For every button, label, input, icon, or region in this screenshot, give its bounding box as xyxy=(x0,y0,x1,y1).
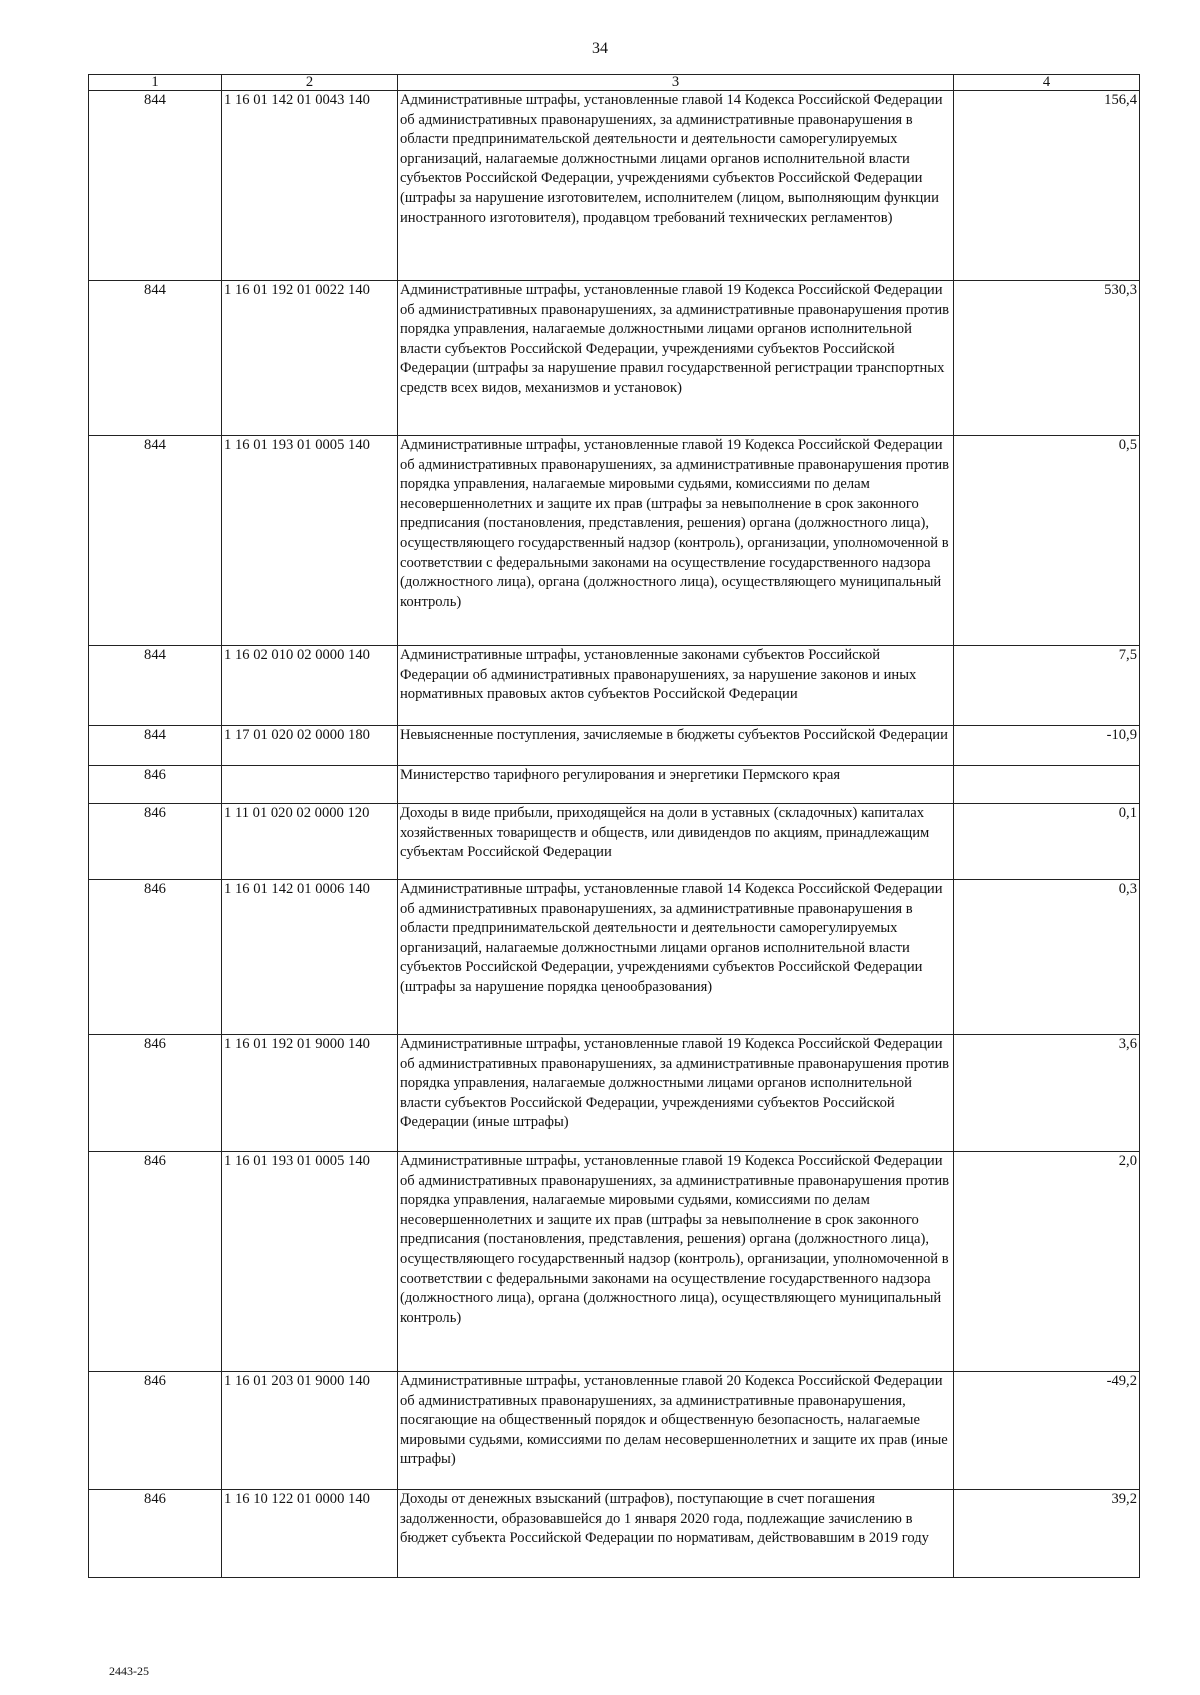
amount-cell: 2,0 xyxy=(954,1152,1140,1372)
description-cell: Административные штрафы, установленные главой 19 Кодекса Российской Федерации об административных правонарушениях, за административные правонарушения против порядка управления, налагаемые должностными лицами органов исполнительной власти субъектов Российской Федерации, учреждениями субъектов Российской Федерации (иные штрафы) xyxy=(398,1035,954,1152)
budget-code-cell: 1 16 02 010 02 0000 140 xyxy=(222,646,398,726)
admin-code-cell: 846 xyxy=(89,1372,222,1490)
table-row xyxy=(89,1372,1140,1490)
budget-code-cell: 1 16 01 142 01 0043 140 xyxy=(222,91,398,281)
budget-code-cell: 1 17 01 020 02 0000 180 xyxy=(222,726,398,766)
budget-code-cell: 1 16 01 192 01 0022 140 xyxy=(222,281,398,436)
table-row xyxy=(89,1152,1140,1372)
admin-code-cell: 844 xyxy=(89,646,222,726)
column-header-4: 4 xyxy=(954,75,1140,91)
admin-code-cell: 846 xyxy=(89,1490,222,1578)
table-row xyxy=(89,804,1140,880)
table-row xyxy=(89,91,1140,281)
budget-code-cell: 1 11 01 020 02 0000 120 xyxy=(222,804,398,880)
page-number: 34 xyxy=(592,40,608,57)
column-header-1: 1 xyxy=(89,75,222,91)
budget-code-cell: 1 16 01 203 01 9000 140 xyxy=(222,1372,398,1490)
table-row xyxy=(89,726,1140,766)
description-cell: Административные штрафы, установленные главой 14 Кодекса Российской Федерации об административных правонарушениях, за административные правонарушения в области предпринимательской деятельности и деятельности саморегулируемых организаций, налагаемые должностными лицами органов исполнительной власти субъектов Российской Федерации, учреждениями субъектов Российской Федерации (штрафы за нарушение порядка ценообразования) xyxy=(398,880,954,1035)
budget-code-cell: 1 16 10 122 01 0000 140 xyxy=(222,1490,398,1578)
admin-code-cell: 846 xyxy=(89,766,222,804)
description-cell: Административные штрафы, установленные главой 19 Кодекса Российской Федерации об административных правонарушениях, за административные правонарушения против порядка управления, налагаемые мировыми судьями, комиссиями по делам несовершеннолетних и защите их прав (штрафы за невыполнение в срок законного предписания (постановления, представления, решения) органа (должностного лица), осуществляющего государственный надзор (контроль), организации, уполномоченной в соответствии с федеральными законами на осуществление государственного надзора (должностного лица), органа (должностного лица), осуществляющего муниципальный контроль) xyxy=(398,1152,954,1372)
amount-cell: 156,4 xyxy=(954,91,1140,281)
budget-code-cell: 1 16 01 192 01 9000 140 xyxy=(222,1035,398,1152)
admin-code-cell: 846 xyxy=(89,880,222,1035)
column-header-3: 3 xyxy=(398,75,954,91)
column-header-2: 2 xyxy=(222,75,398,91)
budget-code-cell: 1 16 01 193 01 0005 140 xyxy=(222,436,398,646)
description-cell: Административные штрафы, установленные главой 20 Кодекса Российской Федерации об административных правонарушениях, за административные правонарушения, посягающие на общественный порядок и общественную безопасность, налагаемые мировыми судьями, комиссиями по делам несовершеннолетних и защите их прав (иные штрафы) xyxy=(398,1372,954,1490)
amount-cell: 3,6 xyxy=(954,1035,1140,1152)
table-row xyxy=(89,646,1140,726)
admin-code-cell: 844 xyxy=(89,91,222,281)
revenue-table xyxy=(88,74,1140,1578)
table-row xyxy=(89,1490,1140,1578)
document-code: 2443-25 xyxy=(109,1664,149,1678)
description-cell: Невыясненные поступления, зачисляемые в бюджеты субъектов Российской Федерации xyxy=(398,726,954,766)
description-cell: Административные штрафы, установленные главой 14 Кодекса Российской Федерации об административных правонарушениях, за административные правонарушения в области предпринимательской деятельности и деятельности саморегулируемых организаций, налагаемые должностными лицами органов исполнительной власти субъектов Российской Федерации, учреждениями субъектов Российской Федерации (штрафы за нарушение изготовителем, исполнителем (лицом, выполняющим функции иностранного изготовителя), продавцом требований технических регламентов) xyxy=(398,91,954,281)
budget-code-cell xyxy=(222,766,398,804)
budget-code-cell: 1 16 01 142 01 0006 140 xyxy=(222,880,398,1035)
amount-cell: 0,1 xyxy=(954,804,1140,880)
description-cell: Административные штрафы, установленные законами субъектов Российской Федерации об административных правонарушениях, за нарушение законов и иных нормативных правовых актов субъектов Российской Федерации xyxy=(398,646,954,726)
description-cell: Доходы в виде прибыли, приходящейся на доли в уставных (складочных) капиталах хозяйственных товариществ и обществ, или дивидендов по акциям, принадлежащим субъектам Российской Федерации xyxy=(398,804,954,880)
amount-cell: 39,2 xyxy=(954,1490,1140,1578)
ministry-heading-cell: Министерство тарифного регулирования и энергетики Пермского края xyxy=(398,766,954,804)
admin-code-cell: 846 xyxy=(89,1152,222,1372)
admin-code-cell: 844 xyxy=(89,281,222,436)
table-row xyxy=(89,436,1140,646)
description-cell: Доходы от денежных взысканий (штрафов), поступающие в счет погашения задолженности, образовавшейся до 1 января 2020 года, подлежащие зачислению в бюджет субъекта Российской Федерации по нормативам, действовавшим в 2019 году xyxy=(398,1490,954,1578)
description-cell: Административные штрафы, установленные главой 19 Кодекса Российской Федерации об административных правонарушениях, за административные правонарушения против порядка управления, налагаемые мировыми судьями, комиссиями по делам несовершеннолетних и защите их прав (штрафы за невыполнение в срок законного предписания (постановления, представления, решения) органа (должностного лица), осуществляющего государственный надзор (контроль), организации, уполномоченной в соответствии с федеральными законами на осуществление государственного надзора (должностного лица), органа (должностного лица), осуществляющего муниципальный контроль) xyxy=(398,436,954,646)
admin-code-cell: 846 xyxy=(89,1035,222,1152)
table-row xyxy=(89,880,1140,1035)
amount-cell: 0,3 xyxy=(954,880,1140,1035)
amount-cell: 7,5 xyxy=(954,646,1140,726)
budget-code-cell: 1 16 01 193 01 0005 140 xyxy=(222,1152,398,1372)
amount-cell: -49,2 xyxy=(954,1372,1140,1490)
admin-code-cell: 844 xyxy=(89,726,222,766)
table-row xyxy=(89,281,1140,436)
amount-cell: 0,5 xyxy=(954,436,1140,646)
table-header-row xyxy=(89,75,1140,91)
table-row xyxy=(89,766,1140,804)
table-row xyxy=(89,1035,1140,1152)
admin-code-cell: 844 xyxy=(89,436,222,646)
amount-cell: 530,3 xyxy=(954,281,1140,436)
amount-cell: -10,9 xyxy=(954,726,1140,766)
description-cell: Административные штрафы, установленные главой 19 Кодекса Российской Федерации об административных правонарушениях, за административные правонарушения против порядка управления, налагаемые должностными лицами органов исполнительной власти субъектов Российской Федерации, учреждениями субъектов Российской Федерации (штрафы за нарушение правил государственной регистрации транспортных средств всех видов, механизмов и установок) xyxy=(398,281,954,436)
amount-cell xyxy=(954,766,1140,804)
admin-code-cell: 846 xyxy=(89,804,222,880)
